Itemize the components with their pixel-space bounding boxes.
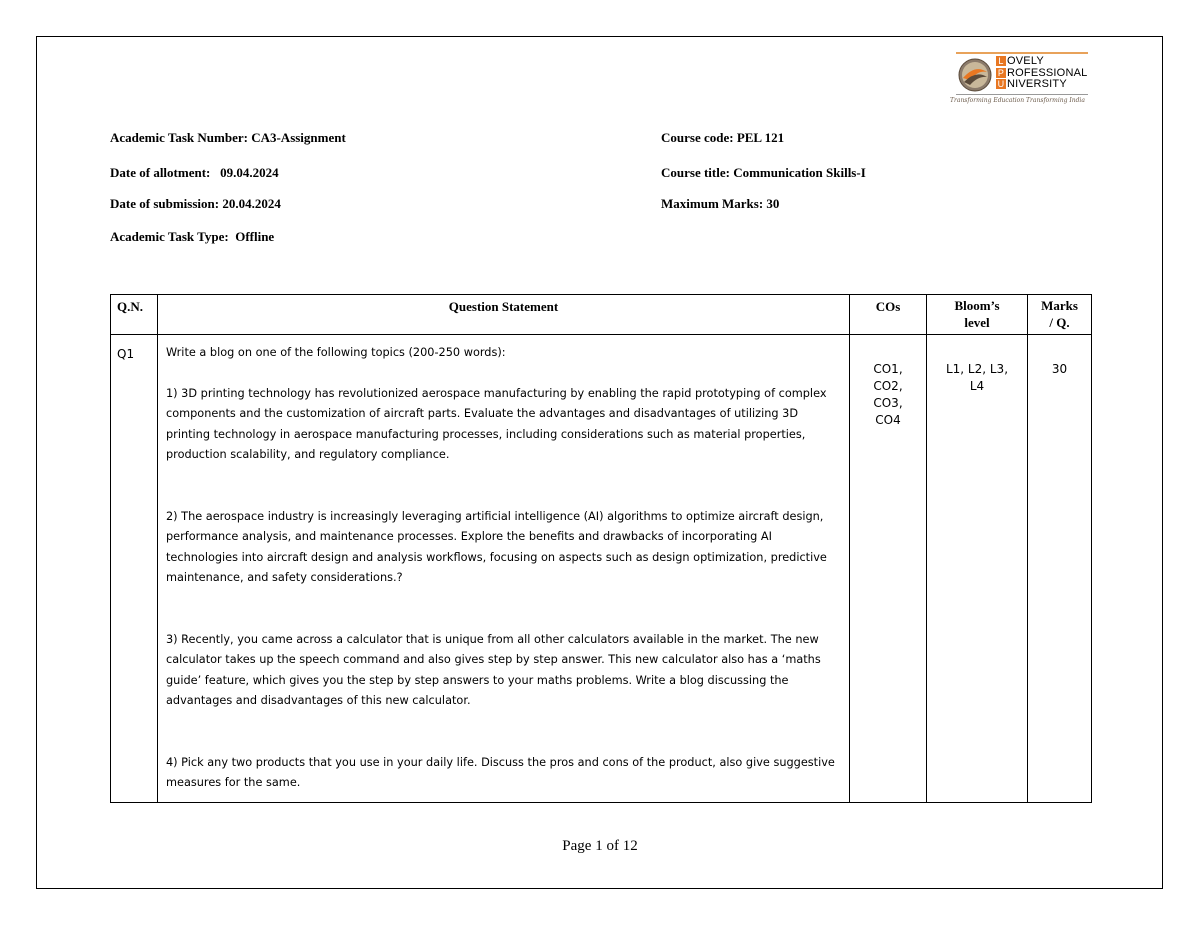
logo-line-professional: P ROFESSIONAL [997, 66, 1088, 79]
header-marks: Marks / Q. [1028, 295, 1092, 335]
blooms-level: L1, L2, L3, L4 [927, 335, 1028, 803]
topic-item: 4) Pick any two products that you use in your daily life. Discuss the pros and cons of the product, also give suggestive measures for the same. [166, 755, 835, 789]
table-row [111, 335, 1092, 803]
header-blooms-level: Bloom’s level [927, 295, 1028, 335]
date-submission: Date of submission: 20.04.2024 [110, 196, 281, 211]
question-table [110, 294, 1092, 803]
marks-value: 30 [1028, 335, 1092, 803]
task-type: Academic Task Type: Offline [110, 229, 275, 244]
header-qn: Q.N. [111, 295, 158, 335]
logo-accent-line [956, 52, 1088, 54]
date-allotment: Date of allotment: 09.04.2024 [110, 165, 279, 180]
table-header-row [111, 295, 1092, 335]
topic-item: 2) The aerospace industry is increasingly leveraging artificial intelligence (AI) algorithms to optimize aircraft design, performance analysis, and maintenance processes. Explore the benefits and drawbacks of incorporating AI technologies into aircraft design and analysis workflows, focusing on aspects such as design optimization, predictive maintenance, and safety considerations.? [166, 509, 827, 584]
course-code: Course code: PEL 121 [661, 130, 785, 145]
topic-item: 3) Recently, you came across a calculator that is unique from all other calculators available in the market. The new calculator takes up the speech command and also gives step by step answer. This new calculator also has a ‘maths guide’ feature, which gives you the step by step answers to your maths problems. Write a blog discussing the advantages and disadvantages of this new calculator. [166, 632, 821, 707]
question-number: Q1 [111, 335, 158, 803]
page-number: Page 1 of 12 [562, 838, 638, 854]
university-logo [950, 52, 1092, 108]
university-emblem-icon [958, 58, 992, 92]
logo-line-university: U NIVERSITY [997, 78, 1067, 90]
header-cos: COs [850, 295, 927, 335]
task-number: Academic Task Number: CA3-Assignment [110, 130, 346, 145]
logo-divider [956, 94, 1088, 95]
logo-tagline: Transforming Education Transforming India [950, 97, 1085, 104]
question-statement [158, 335, 850, 803]
max-marks: Maximum Marks: 30 [661, 196, 780, 211]
header-question-statement: Question Statement [158, 295, 850, 335]
course-title: Course title: Communication Skills-I [661, 165, 866, 180]
question-intro: Write a blog on one of the following topics (200-250 words): [166, 346, 506, 359]
course-outcomes: CO1, CO2, CO3, CO4 [850, 335, 927, 803]
logo-line-lovely: L OVELY [996, 56, 1087, 68]
topic-item: 1) 3D printing technology has revolutionized aerospace manufacturing by enabling the rapid prototyping of complex components and the customization of aircraft parts. Evaluate the advantages and disadvantages of utilizing 3D printing technology in aerospace manufacturing processes, including considerations such as material properties, production scalability, and regulatory compliance. [166, 386, 827, 461]
